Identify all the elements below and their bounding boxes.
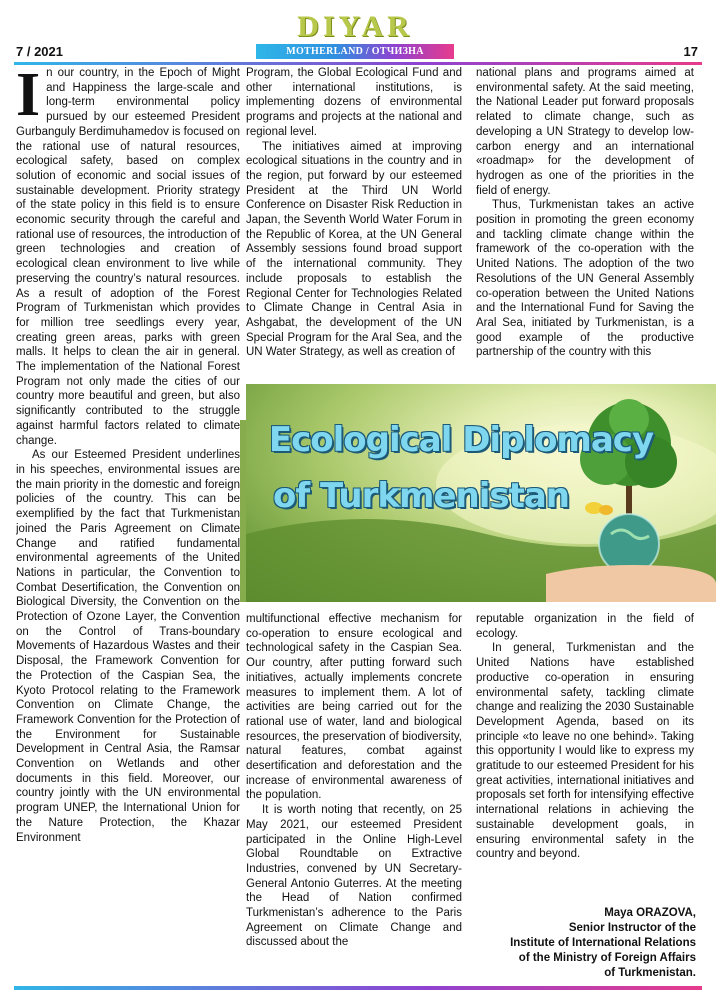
article-column-3-bottom (476, 612, 694, 896)
author-ministry: of the Ministry of Foreign Affairs (518, 952, 696, 964)
article-title-line-2: of Turkmenistan (272, 476, 569, 516)
paragraph: The initiatives aimed at improving ecological situations in the country and in the region, put forward by our esteemed President at the Third UN World Conference on Disaster Risk Reduction in Japan, the Seventh World Water Forum in the Republic of Korea, at the UN General Assembly sessions found broad support of the international community. They include proposals to establish the Regional Center for Technologies Related to Climate Change in Central Asia in Ashgabat, the development of the UN Special Program for the Aral Sea, and the UN Water Strategy, as well as creation of (246, 140, 462, 359)
issue-number: 7 / 2021 (16, 44, 63, 59)
article-column-2-bottom (246, 612, 462, 976)
paragraph: multifunctional effective mechanism for co-operation to ensure ecological and technological safety in the Caspian Sea. Our country, after putting forward such initiatives, actually implements concrete measures to implement them. A lot of activities are being carried out for the rational use of water, land and biological resources, the preservation of biodiversity, natural features, combat against desertification and deforestation and the increase of environmental awareness of the population. (246, 613, 462, 802)
author-title: Senior Instructor of the (568, 922, 696, 934)
article-title-line-1: Ecological Diplomacy (268, 420, 654, 460)
page-number: 17 (683, 44, 698, 59)
paragraph: reputable organization in the field of ecology. (476, 613, 694, 640)
paragraph: In general, Turkmenistan and the United Nations have established productive co-operation in ensuring environmental safety, tackling climate change and realizing the 2030 Sustainable Development Agenda, based on its principle «to leave no one behind». Taking this opportunity I would like to express my gratitude to our esteemed President for his great activities, international initiatives and proposals set forth for intensifying effective international relations in achieving the sustainable development goals, in ensuring environmental safety in the country and beyond. (476, 642, 694, 861)
hand-icon (546, 565, 716, 602)
paragraph: As our Esteemed President underlines in his speeches, environmental issues are the main priority in the domestic and foreign policies of the country. This can be exemplified by the fact that Turkmenistan joined the Paris Agreement on Climate Change and ratified fundamental environmental agreements of the United Nations in particular, the Convention to Combat Desertification, the Convention on Biological Diversity, the Convention on the Protection of Ozone Layer, the Convention on the Control of Trans-boundary Movements of Hazardous Wastes and their Disposal, the Framework Convention for the Protection of the Caspian Sea, the Kyoto Protocol relating to the Framework Convention on Climate Change, the Framework Convention for the Protection of the Environment for Sustainable Development in Central Asia, the Ramsar Convention on Wetlands and other documents in this field. Moreover, our country jointly with the UN environmental program UNEP, the International Union for the Nature Protection, the Khazar Environment (16, 449, 240, 844)
paragraph: Program, the Global Ecological Fund and other international institutions, is implementing dozens of environmental programs and projects at the national and regional level. (246, 67, 462, 138)
paragraph: It is worth noting that recently, on 25 May 2021, our esteemed President participated in the Online High-Level Global Roundtable on Extractive Industries, convened by UN Secretary-General Antonio Guterres. At the meeting the Head of Nation confirmed Turkmenistan’s adherence to the Paris Agreement on Climate Change and discussed about the (246, 804, 462, 949)
hero-image (246, 384, 716, 602)
logo-subtitle: MOTHERLAND / ОТЧИЗНА (256, 44, 454, 59)
logo-wordmark: DIYAR (297, 10, 413, 43)
author-institute: Institute of International Relations (510, 937, 696, 949)
paragraph: national plans and programs aimed at environmental safety. At the said meeting, the National Leader put forward proposals related to climate change, such as developing a UN Strategy to develop low-carbon energy and an international «roadmap» for the development of hydrogen as one of the priorities in the field of energy. (476, 67, 694, 197)
drop-cap: I (16, 66, 41, 129)
author-signature (476, 906, 696, 981)
masthead-logo (256, 8, 454, 60)
header-rule (14, 62, 702, 65)
paragraph: In our country, in the Epoch of Might and Happiness the large-scale and long-term environmental policy pursued by our esteemed President Gurbanguly Berdimuhamedov is focused on the rational use of natural resources, ecological safety, based on complex solution of economic and social issues of sustainable development. Priority strategy of the state policy in this field is to ensure economic security through the careful and rational use of resources, the introduction of green technologies and creation of ecological clean environment to live while preserving the country’s natural resources. As a result of adoption of the Forest Program of Turkmenistan which provides for million tree seedlings every year, creating green areas, parks with green malls. It helps to clean the air in general. The implementation of the National Forest Program not only made the cities of our country more beautiful and green, but also significantly contributed to the struggle against harmful factors related to climate change. (16, 66, 240, 447)
paragraph: Thus, Turkmenistan takes an active position in promoting the green economy and tackling climate change within the framework of the co-operation with the United Nations. The adoption of the two Resolutions of the UN General Assembly co-operation between the United Nations and the International Fund for Saving the Aral Sea, initiated by Turkmenistan, is a good example of the productive partnership of the country with this (476, 199, 694, 359)
author-name: Maya ORAZOVA, (604, 907, 696, 919)
globe-icon (599, 514, 659, 574)
article-column-3-top (476, 66, 694, 382)
footer-rule (14, 986, 702, 990)
author-country: of Turkmenistan. (604, 967, 696, 979)
article-column-1 (16, 66, 240, 976)
article-column-2-top (246, 66, 462, 382)
